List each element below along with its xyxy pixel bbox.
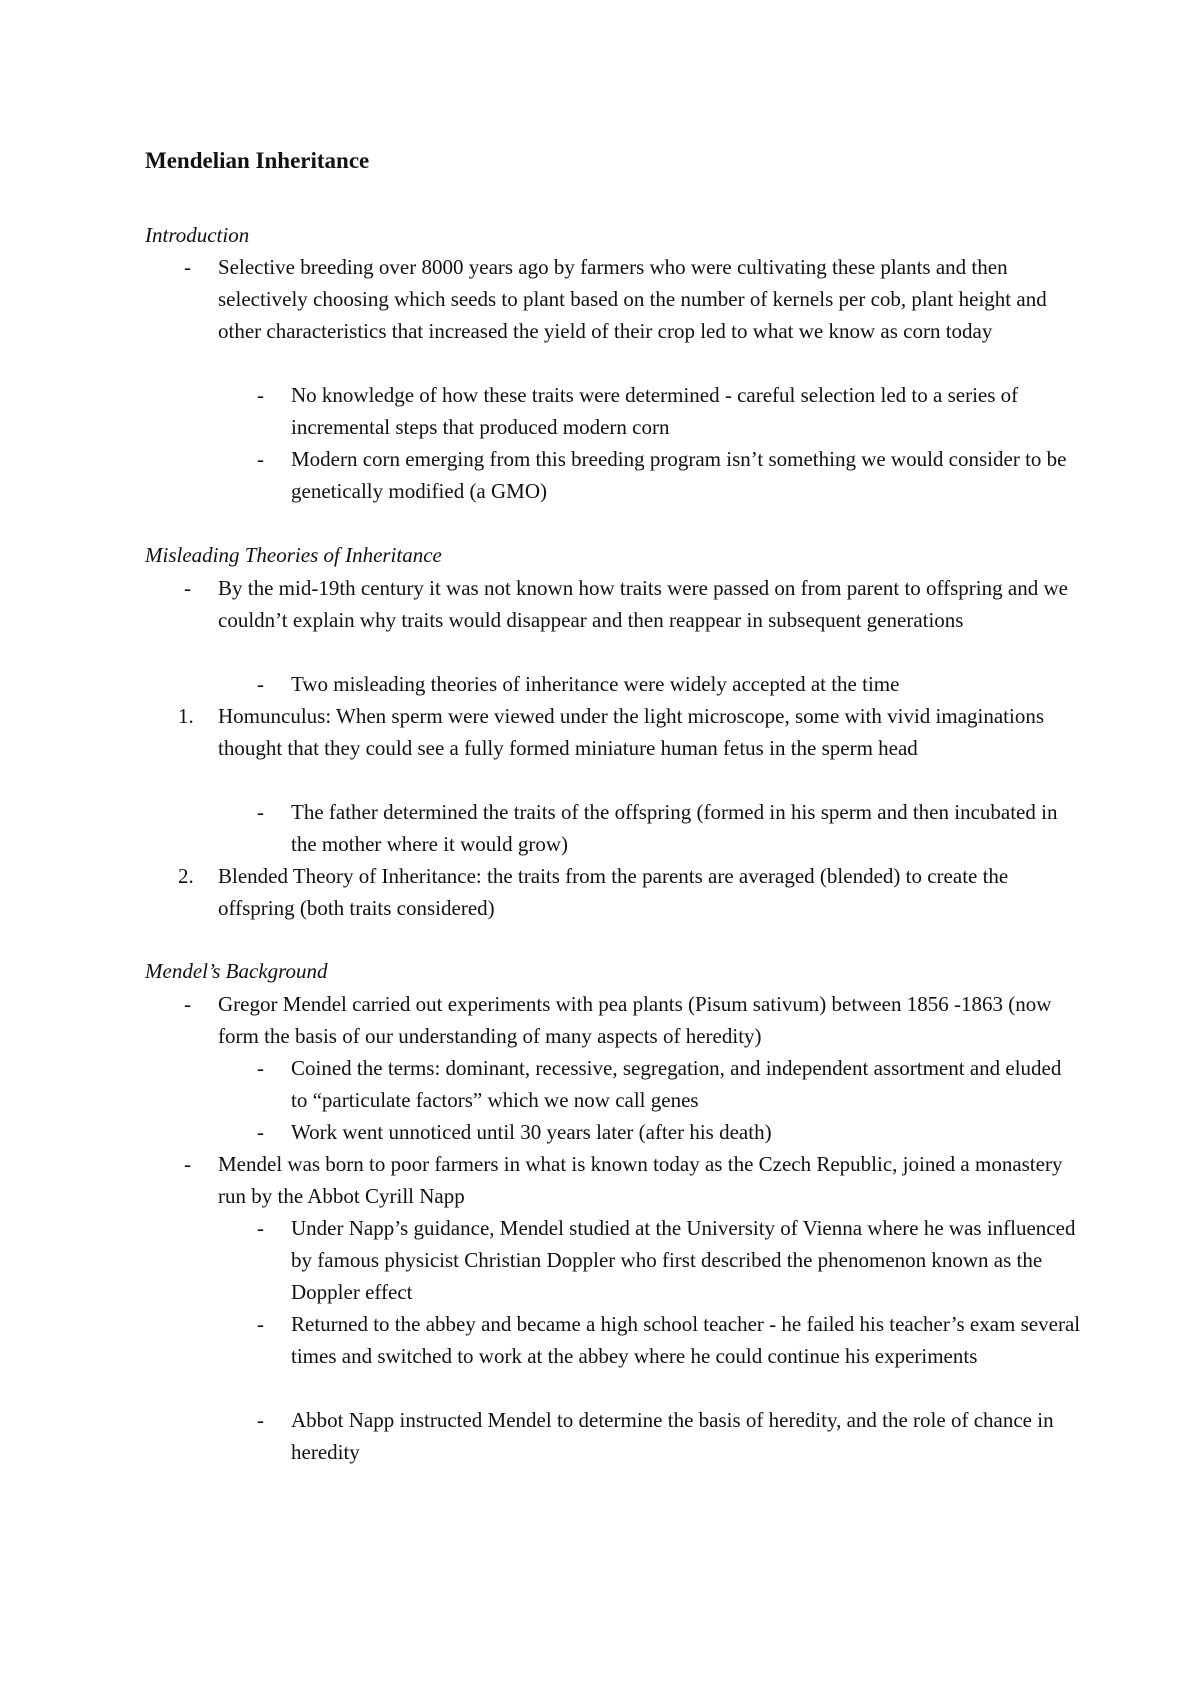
list-item [257,1052,1081,1116]
list-item [184,572,1088,636]
list-item-text: Modern corn emerging from this breeding program isn’t something we would consider to be genetically modified (a GMO) [291,447,1067,503]
bullet-marker: - [257,800,264,824]
bullet-marker: - [184,992,191,1016]
bullet-marker: - [257,383,264,407]
list-item-text: Work went unnoticed until 30 years later (after his death) [291,1120,772,1144]
list-item [184,251,1088,347]
list-item [257,796,1081,860]
list-item [257,1116,1081,1148]
list-item-text: Two misleading theories of inheritance were widely accepted at the time [291,672,900,696]
list-item [257,1212,1081,1308]
section-heading-introduction: Introduction [145,223,250,247]
document-title: Mendelian Inheritance [145,148,370,173]
list-item-text: Returned to the abbey and became a high school teacher - he failed his teacher’s exam several times and switched to work at the abbey where he could continue his experiments [291,1312,1081,1368]
numbered-item [178,860,1088,924]
bullet-marker: - [184,1152,191,1176]
list-item-text: Gregor Mendel carried out experiments with pea plants (Pisum sativum) between 1856 -1863 (now form the basis of our understanding of many aspects of heredity) [218,992,1052,1048]
bullet-marker: - [257,1056,264,1080]
list-item-text: Coined the terms: dominant, recessive, segregation, and independent assortment and eluded to “particulate factors” which we now call genes [291,1056,1062,1112]
bullet-marker: - [184,255,191,279]
list-item-text: Selective breeding over 8000 years ago by farmers who were cultivating these plants and then selectively choosing which seeds to plant based on the number of kernels per cob, plant height and other characteristics that increased the yield of their crop led to what we know as corn today [218,255,1047,343]
bullet-marker: - [257,1120,264,1144]
list-item-text: By the mid-19th century it was not known how traits were passed on from parent to offspring and we couldn’t explain why traits would disappear and then reappear in subsequent generations [218,576,1068,632]
section-heading-mendels-background: Mendel’s Background [145,959,328,983]
list-item-text: Under Napp’s guidance, Mendel studied at the University of Vienna where he was influenced by famous physicist Christian Doppler who first described the phenomenon known as the Doppler effect [291,1216,1076,1304]
number-marker: 1. [178,704,194,728]
bullet-marker: - [257,1312,264,1336]
section-heading-misleading-theories: Misleading Theories of Inheritance [145,543,442,567]
bullet-marker: - [184,576,191,600]
list-item [184,988,1088,1052]
list-item [257,379,1081,443]
list-item [257,1404,1081,1468]
list-item [257,1308,1081,1372]
bullet-marker: - [257,672,264,696]
list-item-text: Mendel was born to poor farmers in what is known today as the Czech Republic, joined a monastery run by the Abbot Cyrill Napp [218,1152,1063,1208]
bullet-marker: - [257,1216,264,1240]
list-item-text: Abbot Napp instructed Mendel to determine the basis of heredity, and the role of chance in heredity [291,1408,1054,1464]
list-item [257,443,1081,507]
list-item-text: Blended Theory of Inheritance: the traits from the parents are averaged (blended) to create the offspring (both traits considered) [218,864,1009,920]
list-item [257,668,1081,700]
list-item-text: No knowledge of how these traits were determined - careful selection led to a series of incremental steps that produced modern corn [291,383,1019,439]
list-item [184,1148,1088,1212]
list-item-text: Homunculus: When sperm were viewed under the light microscope, some with vivid imaginations thought that they could see a fully formed miniature human fetus in the sperm head [218,704,1045,760]
list-item-text: The father determined the traits of the offspring (formed in his sperm and then incubated in the mother where it would grow) [291,800,1058,856]
bullet-marker: - [257,1408,264,1432]
number-marker: 2. [178,864,194,888]
bullet-marker: - [257,447,264,471]
numbered-item [178,700,1088,764]
